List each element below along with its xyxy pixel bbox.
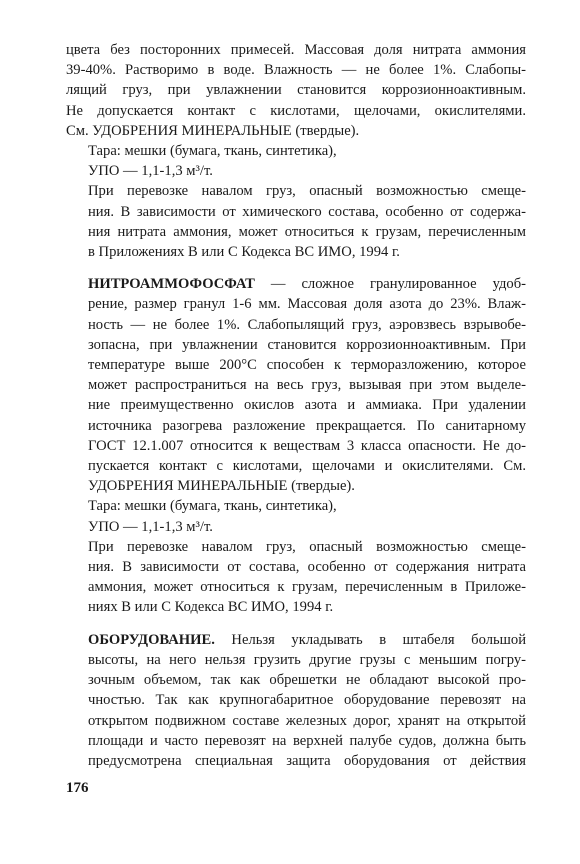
line-text: Не допускается контакт с кислотами, щелочами, окислителями. (66, 102, 526, 119)
line-text: рение, размер гранул 1-6 мм. Массовая доля азота до 23%. Влаж- (88, 296, 526, 313)
text-line (88, 456, 526, 476)
text-line (66, 101, 526, 121)
paragraph-p3 (66, 161, 526, 181)
line-text: ниях В или С Кодекса ВС ИМО, 1994 г. (88, 599, 334, 616)
line-text: — сложное гранулированное удоб- (254, 276, 526, 293)
text-line (88, 294, 526, 314)
text-line (88, 496, 526, 516)
text-line (88, 597, 526, 617)
text-line (88, 375, 526, 395)
text-line (88, 436, 526, 456)
text-line (66, 60, 526, 80)
paragraph-p8 (66, 537, 526, 618)
text-line (88, 222, 526, 242)
paragraph-p6 (66, 496, 526, 516)
line-text: чностью. Так как крупногабаритное оборудование перевозят на (88, 692, 526, 709)
text-line (66, 121, 526, 141)
text-line (88, 161, 526, 181)
line-text: УПО — 1,1-1,3 м³/т. (88, 163, 213, 180)
text-line (88, 557, 526, 577)
text-line (88, 335, 526, 355)
line-text: открытом подвижном составе железных дорог, хранят на открытой (88, 712, 526, 729)
line-text: зочным объемом, так как обрешетки не обладают высокой про- (88, 672, 526, 689)
page-number: 176 (66, 780, 89, 796)
line-text: источника разогрева разложение прекращается. По санитарному (88, 417, 526, 434)
line-text: 39-40%. Растворимо в воде. Влажность — не более 1%. Слабопы- (66, 62, 526, 79)
paragraph-p4 (66, 181, 526, 262)
paragraph-p5 (66, 274, 526, 496)
text-line (88, 577, 526, 597)
text-line (88, 537, 526, 557)
text-line (88, 141, 526, 161)
line-text: ния. В зависимости от химического состава, особенно от содержа- (88, 203, 526, 220)
text-line (66, 80, 526, 100)
text-line (88, 711, 526, 731)
text-line (88, 690, 526, 710)
line-text: лящий груз, при увлажнении становится коррозионноактивным. (66, 82, 526, 99)
line-text: температуре выше 200°С способен к терморазложению, которое (88, 357, 526, 374)
text-line (88, 416, 526, 436)
line-text: ния нитрата аммония, может относиться к грузам, перечисленным (88, 223, 526, 240)
text-line (88, 731, 526, 751)
text-line (88, 650, 526, 670)
line-text: УПО — 1,1-1,3 м³/т. (88, 518, 213, 535)
line-text: в Приложениях В или С Кодекса ВС ИМО, 1994 г. (88, 244, 400, 261)
entry-term: НИТРОАММОФОСФАТ (88, 276, 255, 293)
text-line (88, 395, 526, 415)
line-text: При перевозке навалом груз, опасный возможностью смеще- (88, 538, 526, 555)
text-line (88, 751, 526, 771)
line-text: высоты, на него нельзя грузить другие грузы с меньшим погру- (88, 651, 526, 668)
text-line (88, 517, 526, 537)
text-line (88, 181, 526, 201)
line-text: аммония, может относиться к грузам, перечисленным в Приложе- (88, 579, 526, 596)
text-line (88, 202, 526, 222)
text-line (88, 315, 526, 335)
line-text: См. УДОБРЕНИЯ МИНЕРАЛЬНЫЕ (твердые). (66, 122, 360, 139)
line-text: Тара: мешки (бумага, ткань, синтетика), (88, 143, 337, 160)
line-text: площади и часто перевозят на верхней палубе судов, должна быть (88, 732, 526, 749)
text-line (88, 670, 526, 690)
text-line (88, 274, 526, 294)
text-line (88, 355, 526, 375)
body-text (66, 40, 526, 771)
line-text: Тара: мешки (бумага, ткань, синтетика), (88, 498, 337, 515)
line-text: При перевозке навалом груз, опасный возможностью смеще- (88, 183, 526, 200)
line-text: УДОБРЕНИЯ МИНЕРАЛЬНЫЕ (твердые). (88, 478, 355, 495)
text-line (66, 40, 526, 60)
text-line (88, 630, 526, 650)
paragraph-p1 (66, 40, 526, 141)
line-text: пускается контакт с кислотами, щелочами и окислителями. См. (88, 458, 526, 475)
line-text: цвета без посторонних примесей. Массовая доля нитрата аммония (66, 42, 526, 58)
paragraph-p2 (66, 141, 526, 161)
entry-term: ОБОРУДОВАНИЕ. (88, 631, 215, 648)
line-text: ния. В зависимости от состава, особенно от содержания нитрата (88, 559, 526, 576)
line-text: Нельзя укладывать в штабеля большой (214, 631, 526, 648)
text-line (88, 242, 526, 262)
line-text: предусмотрена специальная защита оборудования от действия (88, 752, 526, 769)
paragraph-p7 (66, 517, 526, 537)
line-text: ГОСТ 12.1.007 относится к веществам 3 класса опасности. Не до- (88, 437, 526, 454)
paragraph-p9 (66, 630, 526, 771)
text-line (88, 476, 526, 496)
line-text: ность — не более 1%. Слабопылящий груз, аэровзвесь взрывобе- (88, 316, 526, 333)
line-text: может распространиться на весь груз, вызывая при этом выделе- (88, 377, 526, 394)
line-text: ние преимущественно окислов азота и аммиака. При удалении (88, 397, 526, 414)
line-text: зопасна, при увлажнении становится коррозионноактивным. При (88, 336, 526, 353)
